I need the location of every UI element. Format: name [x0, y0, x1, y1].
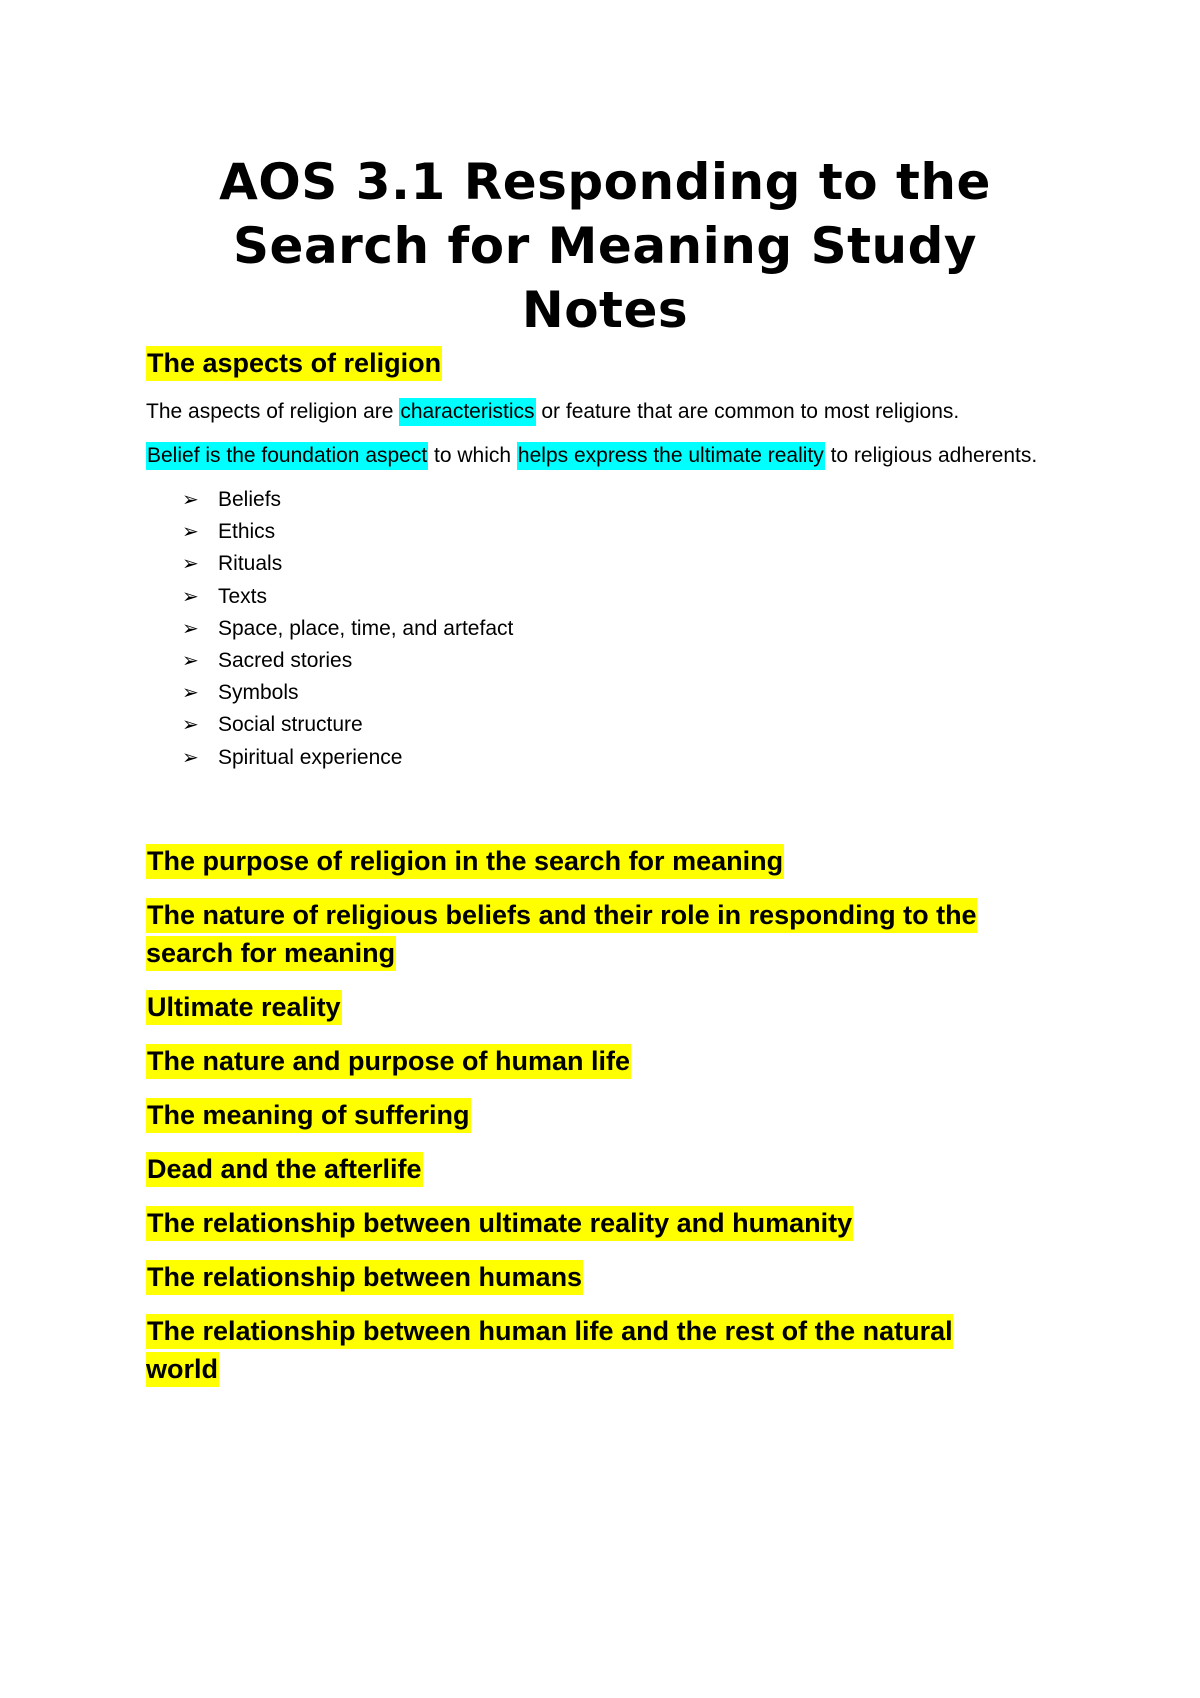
- list-item-text: Beliefs: [218, 488, 282, 512]
- aspects-list: [146, 484, 1046, 774]
- paragraph-text: to religious adherents.: [824, 444, 1038, 467]
- aspects-definition-paragraph: [146, 396, 1046, 428]
- arrow-bullet-icon: ➢: [182, 714, 199, 737]
- section-heading: [146, 1204, 1046, 1242]
- section-heading-text: The relationship between ultimate reality and humanity: [146, 1206, 853, 1241]
- arrow-bullet-icon: ➢: [182, 521, 199, 544]
- arrow-bullet-icon: ➢: [182, 585, 199, 608]
- list-item-text: Sacred stories: [218, 649, 353, 673]
- list-item-text: Ethics: [218, 520, 276, 544]
- arrow-bullet-icon: ➢: [182, 489, 199, 512]
- arrow-bullet-icon: ➢: [182, 553, 199, 576]
- belief-paragraph: [146, 440, 1046, 472]
- section-heading-text: The purpose of religion in the search for meaning: [146, 844, 784, 879]
- section-heading: [146, 1312, 1026, 1388]
- list-item-text: Space, place, time, and artefact: [218, 616, 514, 640]
- list-item-text: Spiritual experience: [218, 745, 403, 769]
- list-item-text: Symbols: [218, 681, 299, 705]
- section-heading-text: Dead and the afterlife: [146, 1152, 423, 1187]
- section-heading: [146, 896, 1026, 972]
- highlighted-phrase: helps express the ultimate reality: [517, 442, 825, 470]
- list-item: [182, 516, 1046, 548]
- section-heading-text: Ultimate reality: [146, 990, 342, 1025]
- section-heading-text: The meaning of suffering: [146, 1098, 471, 1133]
- document-title: AOS 3.1 Responding to the Search for Meaning Study Notes: [219, 153, 991, 339]
- list-item: [182, 548, 1046, 580]
- list-item-text: Texts: [218, 584, 268, 608]
- section-heading-text: The nature of religious beliefs and their role in responding to the search for meaning: [146, 898, 977, 971]
- highlighted-term: characteristics: [399, 398, 535, 426]
- list-item: [182, 645, 1046, 677]
- list-item: [182, 613, 1046, 645]
- arrow-bullet-icon: ➢: [182, 746, 199, 769]
- arrow-bullet-icon: ➢: [182, 650, 199, 673]
- section-heading-text: The nature and purpose of human life: [146, 1044, 631, 1079]
- arrow-bullet-icon: ➢: [182, 682, 199, 705]
- section-heading: [146, 988, 1046, 1026]
- paragraph-text: The aspects of religion are: [146, 400, 400, 423]
- paragraph-text: to which: [428, 444, 517, 467]
- section-heading: [146, 1096, 1046, 1134]
- list-item: [182, 742, 1046, 774]
- list-item: [182, 484, 1046, 516]
- list-item: [182, 709, 1046, 741]
- section-heading-text: The relationship between human life and the rest of the natural world: [146, 1314, 953, 1387]
- arrow-bullet-icon: ➢: [182, 617, 199, 640]
- section-heading: [146, 842, 1046, 880]
- section-heading-text: The aspects of religion: [146, 346, 442, 381]
- highlighted-phrase: Belief is the foundation aspect: [146, 442, 428, 470]
- list-item-text: Social structure: [218, 713, 363, 737]
- list-item: [182, 581, 1046, 613]
- section-heading: [146, 1258, 1046, 1296]
- list-item: [182, 677, 1046, 709]
- document-body: [146, 344, 1046, 1388]
- section-heading: [146, 1150, 1046, 1188]
- section-heading: [146, 1042, 1046, 1080]
- section-heading-aspects: [146, 344, 1046, 382]
- list-item-text: Rituals: [218, 552, 283, 576]
- paragraph-text: or feature that are common to most religions.: [535, 400, 960, 423]
- section-heading-text: The relationship between humans: [146, 1260, 583, 1295]
